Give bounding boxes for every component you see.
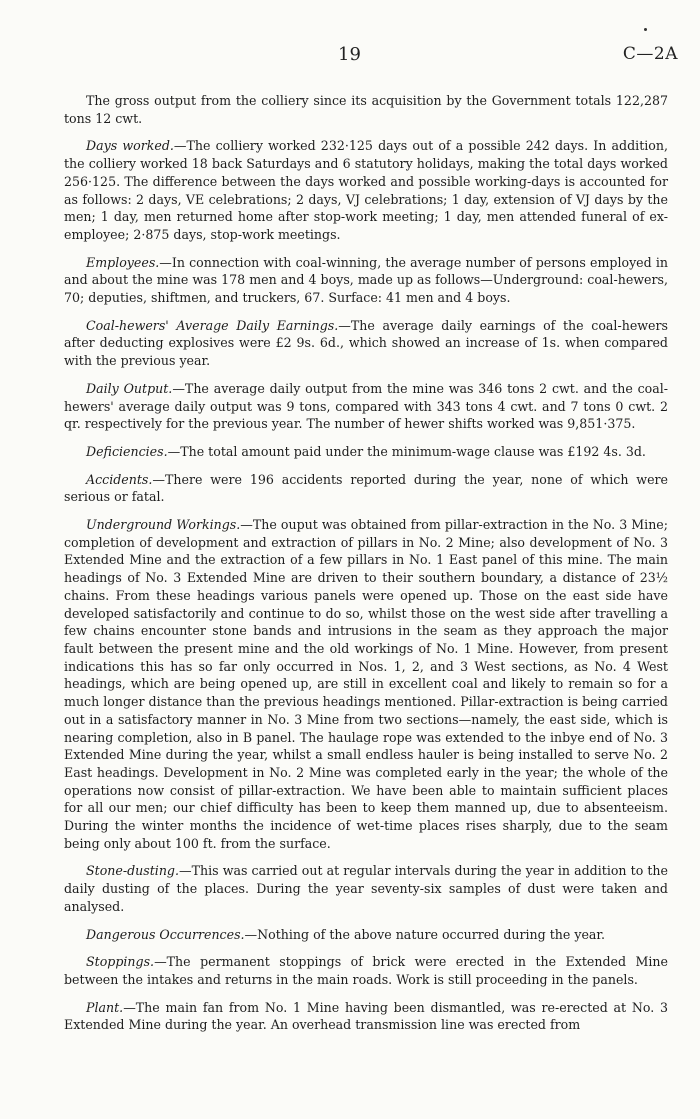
paragraph-text: —The total amount paid under the minimum-wage clause was £192 4s. 3d. — [167, 443, 646, 459]
paragraph-heading: Daily Output. — [86, 380, 173, 396]
paragraph-text: —This was carried out at regular intervals during the year in addition to the daily dusting of the places. During the year seventy-six samples of dust were taken and analysed. — [64, 863, 668, 914]
paragraph-heading: Days worked. — [86, 138, 174, 154]
body-text — [64, 92, 668, 1034]
paragraph-accidents — [64, 471, 668, 506]
document-page — [64, 0, 678, 1044]
paragraph-text: —The average daily earnings of the coal-hewers after deducting explosives were £2 9s. 6d., which showed an increase of 1s. when compared with the previous year. — [64, 317, 668, 369]
paragraph-text: —The colliery worked 232·125 days out of a possible 242 days. In addition, the colliery worked 18 back Saturdays and 6 statutory holidays, making the total days worked 256·125. The difference between the days worked and possible working-days is accounted for as follows: 2 days, VE celebrations; 2 days, VJ celebrations; 1 day, extension of VJ days by the men; 1 day, men returned home after stop-work meeting; 1 day, men attended funeral of ex-employee; 2·875 days, stop-work meetings. — [64, 138, 668, 242]
paragraph-underground-workings — [64, 516, 668, 852]
paragraph-heading: Stoppings. — [86, 954, 155, 970]
paragraph-text: —In connection with coal-winning, the average number of persons employed in and about the mine was 178 men and 4 boys, made up as follows—Underground: coal-hewers, 70; deputies, shiftmen, and truckers, 67. Surface: 41 men and 4 boys. — [64, 254, 668, 306]
paragraph-daily-earnings — [64, 317, 668, 370]
paragraph-heading: Employees. — [86, 254, 160, 270]
page-number: 19 — [338, 44, 361, 65]
paragraph-heading: Accidents. — [86, 471, 153, 487]
paragraph-heading: Dangerous Occurrences. — [86, 926, 245, 942]
paragraph-text: —The main fan from No. 1 Mine having been dismantled, was re-erected at No. 3 Extended Mine during the year. An overhead transmission line was erected from — [64, 999, 668, 1033]
paragraph-text: —The average daily output from the mine was 346 tons 2 cwt. and the coal-hewers' average daily output was 9 tons, compared with 343 tons 4 cwt. and 7 tons 0 cwt. 2 qr. respectively for the previous year. The number of hewer shifts worked was 9,851·375. — [64, 380, 669, 432]
paragraph-heading: Deficiencies. — [86, 443, 168, 459]
paragraph-stone-dusting — [64, 862, 668, 915]
paragraph-heading: Plant. — [86, 999, 124, 1015]
paragraph-dangerous-occurrences — [64, 926, 668, 944]
paragraph-text: —The permanent stoppings of brick were erected in the Extended Mine between the intakes and returns in the main roads. Work is still proceeding in the panels. — [64, 954, 668, 987]
paragraph-heading: Coal-hewers' Average Daily Earnings. — [86, 317, 339, 333]
paragraph-text: —The ouput was obtained from pillar-extraction in the No. 3 Mine; completion of development and extraction of pillars in No. 2 Mine; also development of No. 3 Extended Mine and the extraction of a few pillars in No. 1 East panel of this mine. The main headings of No. 3 Extended Mine are driven to their southern boundary, a distance of 23½ chains. From these headings various panels were opened up. Those on the east side have developed satisfactorily and continue to do so, whilst those on the west side after travelling a few chains encounter stone bands and intrusions in the seam as they approach the major fault between the present mine and the old workings of No. 1 Mine. However, from present indications this has so far only occurred in Nos. 1, 2, and 3 West sections, as No. 4 West headings, which are being opened up, are still in excellent coal and likely to remain so for a much longer distance than the previous headings mentioned. Pillar-extraction is being carried out in a satisfactory manner in No. 3 Mine from two sections—namely, the east side, which is nearing completion, also in B panel. The haulage rope was extended to the inbye end of No. 3 Extended Mine during the year, whilst a small endless hauler is being installed to serve No. 2 East headings. Development in No. 2 Mine was completed early in the year; the whole of the operations now consist of pillar-extraction. We have been able to maintain sufficient places for all our men; our chief difficulty has been to keep them manned up, due to absenteeism. During the winter months the incidence of wet-time places rises sharply, due to the seam being only about 100 ft. from the surface. — [64, 517, 668, 851]
paragraph-days-worked — [64, 137, 668, 243]
paragraph-deficiencies — [64, 443, 668, 461]
document-reference: C—2A — [622, 44, 678, 64]
paragraph-text: —There were 196 accidents reported during the year, none of which were serious or fatal. — [64, 471, 668, 505]
paragraph-text: —Nothing of the above nature occurred during the year. — [244, 926, 606, 942]
page-header — [64, 0, 678, 92]
paragraph-employees — [64, 254, 668, 307]
paragraph-heading: Stone-dusting. — [86, 863, 179, 879]
paragraph-daily-output — [64, 380, 668, 433]
paragraph-stoppings — [64, 953, 668, 988]
paragraph-heading: Underground Workings. — [86, 517, 241, 533]
paragraph-text: The gross output from the colliery since its acquisition by the Government totals 122,287 tons 12 cwt. — [64, 93, 668, 126]
paragraph-gross-output — [64, 92, 668, 127]
paragraph-plant — [64, 999, 668, 1034]
